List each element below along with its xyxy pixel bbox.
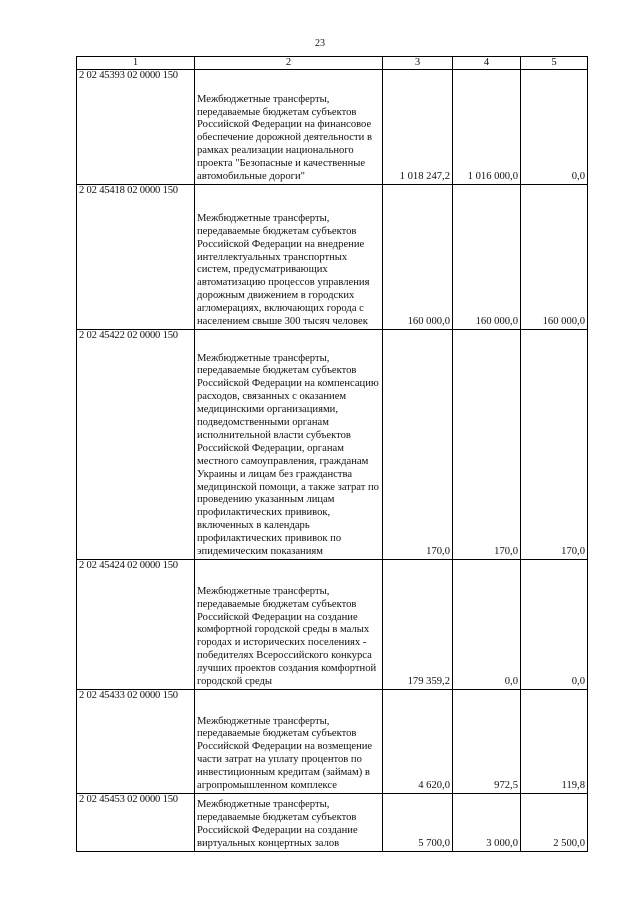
row-code: 2 02 45418 02 0000 150 <box>77 185 195 330</box>
row-name: Межбюджетные трансферты, передаваемые бюджетам субъектов Российской Федерации на создание комфортной городской среды в малых городах и исторических поселениях - победителях Всероссийского конкурса лучших проектов создания комфортной городской среды <box>195 560 383 690</box>
col-header-1: 1 <box>77 57 195 70</box>
row-value-3: 5 700,0 <box>383 794 453 852</box>
row-code: 2 02 45453 02 0000 150 <box>77 794 195 852</box>
table-row <box>77 70 588 185</box>
col-header-5: 5 <box>521 57 588 70</box>
row-name: Межбюджетные трансферты, передаваемые бюджетам субъектов Российской Федерации на внедрение интеллектуальных транспортных систем, предусматривающих автоматизацию процессов управления дорожным движением в городских агломерациях, включающих города с населением свыше 300 тысяч человек <box>195 185 383 330</box>
col-header-4: 4 <box>453 57 521 70</box>
row-value-4: 3 000,0 <box>453 794 521 852</box>
col-header-2: 2 <box>195 57 383 70</box>
row-value-3: 1 018 247,2 <box>383 70 453 185</box>
row-value-5: 119,8 <box>521 690 588 794</box>
table-row <box>77 794 588 852</box>
row-value-3: 170,0 <box>383 330 453 560</box>
row-code: 2 02 45422 02 0000 150 <box>77 330 195 560</box>
header-row <box>77 57 588 70</box>
row-name: Межбюджетные трансферты, передаваемые бюджетам субъектов Российской Федерации на возмещение части затрат на уплату процентов по инвестиционным кредитам (займам) в агропромышленном комплексе <box>195 690 383 794</box>
row-value-3: 4 620,0 <box>383 690 453 794</box>
row-value-5: 0,0 <box>521 560 588 690</box>
row-code: 2 02 45424 02 0000 150 <box>77 560 195 690</box>
row-value-4: 1 016 000,0 <box>453 70 521 185</box>
table-row <box>77 185 588 330</box>
row-value-5: 0,0 <box>521 70 588 185</box>
row-value-4: 972,5 <box>453 690 521 794</box>
row-value-5: 160 000,0 <box>521 185 588 330</box>
row-value-3: 160 000,0 <box>383 185 453 330</box>
row-name: Межбюджетные трансферты, передаваемые бюджетам субъектов Российской Федерации на компенсацию расходов, связанных с оказанием медицинскими организациями, подведомственными органам исполнительной власти субъектов Российской Федерации, органам местного самоуправления, гражданам Украины и лицам без гражданства медицинской помощи, а также затрат по проведению указанным лицам профилактических прививок, включенных в календарь профилактических прививок по эпидемическим показаниям <box>195 330 383 560</box>
budget-table <box>76 56 588 852</box>
row-value-3: 179 359,2 <box>383 560 453 690</box>
row-value-5: 2 500,0 <box>521 794 588 852</box>
row-value-4: 170,0 <box>453 330 521 560</box>
table-row <box>77 690 588 794</box>
table-row <box>77 330 588 560</box>
row-value-4: 160 000,0 <box>453 185 521 330</box>
col-header-3: 3 <box>383 57 453 70</box>
row-name: Межбюджетные трансферты, передаваемые бюджетам субъектов Российской Федерации на финансовое обеспечение дорожной деятельности в рамках реализации национального проекта "Безопасные и качественные автомобильные дороги" <box>195 70 383 185</box>
row-value-4: 0,0 <box>453 560 521 690</box>
row-code: 2 02 45393 02 0000 150 <box>77 70 195 185</box>
row-value-5: 170,0 <box>521 330 588 560</box>
row-code: 2 02 45433 02 0000 150 <box>77 690 195 794</box>
row-name: Межбюджетные трансферты, передаваемые бюджетам субъектов Российской Федерации на создание виртуальных концертных залов <box>195 794 383 852</box>
page-number: 23 <box>315 38 325 49</box>
table-row <box>77 560 588 690</box>
